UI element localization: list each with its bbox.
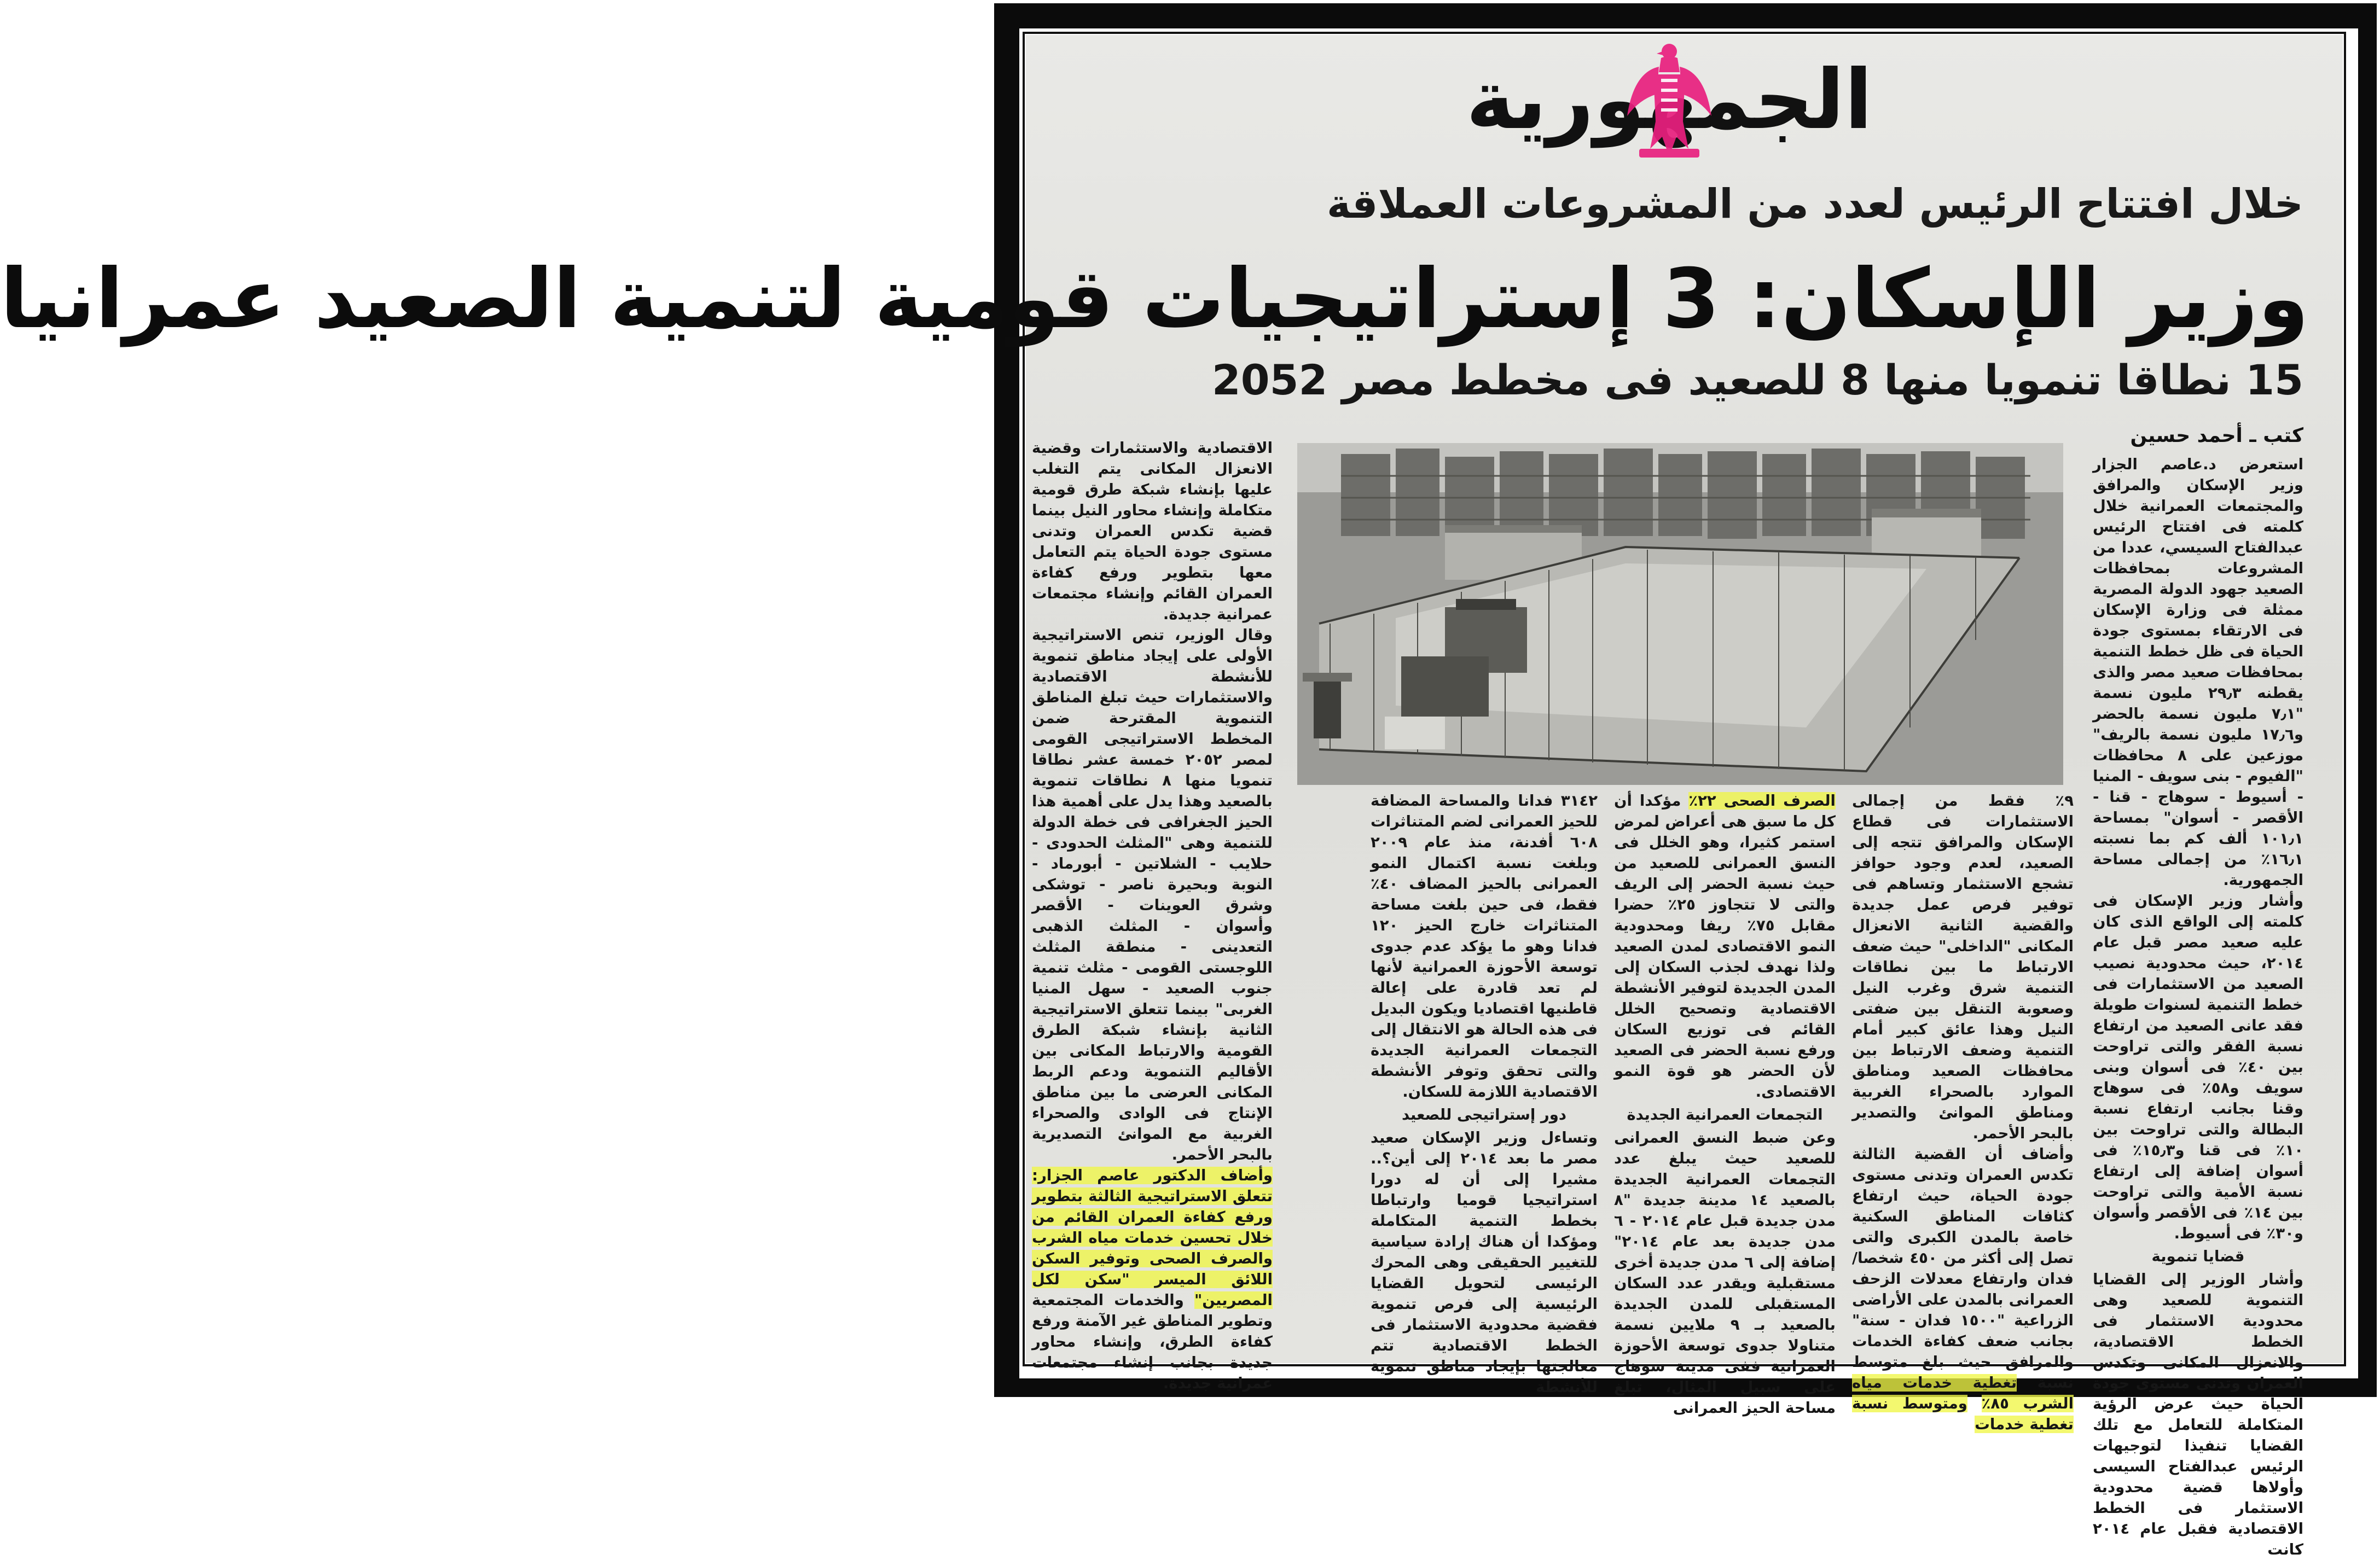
eagle-emblem-icon xyxy=(1623,39,1716,165)
highlighted-text-coverage: ومتوسط نسبة تغطية خدمات xyxy=(1852,1395,2074,1433)
article-headline: وزير الإسكان: 3 إستراتيجيات قومية لتنمية الصعيد عمرانيا xyxy=(0,252,2309,347)
column-1-paragraph-2: وأشار وزير الإسكان فى كلمته إلى الواقع الذى كان عليه صعيد مصر قبل عام ٢٠١٤، حيث محدودية نصيب الصعيد من الاستثمارات فى خطط التنمية لسنوات طويلة فقد عانى الصعيد من ارتفاع نسبة الفقر والتى تراوحت بين ٤٠٪ فى أسوان وبنى سويف و٥٨٪ فى سوهاج وقنا بجانب ارتفاع نسبة البطالة والتى تراوحت بين ١٠٪ فى قنا و١٥٫٣٪ فى أسوان إضافة إلى ارتفاع نسبة الأمية والتى تراوحت بين ١٤٪ فى الأقصر وأسوان و٣٠٪ فى أسيوط. xyxy=(2093,892,2304,1242)
column-4-paragraph-1: ٣١٤٢ فدانا والمساحة المضافة للحيز العمرانى لضم المتناثرات ٦٠٨ أفدنة، منذ عام ٢٠٠٩ وبلغت نسبة اكتمال النمو العمرانى بالحيز المضاف ٤٠٪ فقط، فى حين بلغت مساحة المتناثرات خارج الحيز ١٢٠ فدانا وهو ما يؤكد عدم جدوى توسعة الأحوزة العمرانية لأنها لم تعد قادرة على إعالة قاطنيها اقتصاديا ويكون البديل فى هذه الحالة هو الانتقال إلى التجمعات العمرانية الجديدة والتى تحقق وتوفر الأنشطة الاقتصادية اللازمة للسكان. xyxy=(1371,792,1598,1101)
column-5-text: والخدمات المجتمعية وتطوير المناطق غير الآمنة ورفع كفاءة الطرق، وإنشاء محاور جديدة بجانب إنشاء مجتمعات عمرانية جديدة. xyxy=(1032,1291,1273,1392)
column-3-paragraph-1 xyxy=(1614,790,1836,1102)
article-column-2 xyxy=(1852,790,2074,1433)
column-5-paragraph-2: وقال الوزير، تنص الاستراتيجية الأولى على إيجاد مناطق تنموية للأنشطة الاقتصادية والاستثمارات حيث تبلغ المناطق التنموية المقترحة ضمن المخطط الاستراتيجى القومى لمصر ٢٠٥٢ خمسة عشر نطاقا تنمويا منها ٨ نطاقات تنموية بالصعيد وهذا يدل على أهمية هذا الحيز الجغرافى فى خطة الدولة للتنمية وهى "المثلث الحدودى - حلايب - الشلاتين - أبورماد - النوبة وبحيرة ناصر - توشكى وشرق العوينات - الأقصر وأسوان - المثلث الذهبى التعدينى - منطقة المثلث اللوجستى القومى - مثلث تنمية جنوب الصعيد - سهل المنيا الغربى" بينما تتعلق الاستراتيجية الثانية بإنشاء شبكة الطرق القومية والارتباط المكانى بين الأقاليم التنموية ودعم الربط المكانى العرضى ما بين مناطق الإنتاج فى الوادى والصحراء الغربية مع الموانئ التصديرية بالبحر الأحمر. xyxy=(1032,626,1273,1163)
column-3-text: مؤكدا أن كل ما سبق هى أعراض لمرض استمر كثيرا، وهو الخلل فى النسق العمرانى للصعيد من حيث نسبة الحضر إلى الريف والتى لا تتجاوز ٢٥٪ حضرا مقابل ٧٥٪ ريفا ومحدودية النمو الاقتصادى لمدن الصعيد ولذا نهدف لجذب السكان إلى المدن الجديدة لتوفير الأنشطة الاقتصادية وتصحيح الخلل القائم فى توزيع السكان ورفع نسبة الحضر فى الصعيد لأن الحضر هو قوة النمو الاقتصادى. xyxy=(1614,792,1836,1101)
article-byline: كتب ـ أحمد حسين xyxy=(2130,424,2303,447)
column-2-paragraph-2 xyxy=(1852,1144,2074,1435)
article-kicker: خلال افتتاح الرئيس لعدد من المشروعات العملاقة xyxy=(1327,181,2303,228)
article-column-3 xyxy=(1614,790,1836,1417)
masthead xyxy=(1516,43,1822,158)
article-column-4 xyxy=(1371,790,1598,1396)
section-heading-strategic-role: دور إستراتيجى للصعيد xyxy=(1402,1106,1566,1124)
column-5-paragraph-3 xyxy=(1032,1165,1273,1394)
column-3-paragraph-2: وعن ضبط النسق العمرانى للصعيد حيث يبلغ عدد التجمعات العمرانية الجديدة بالصعيد ١٤ مدينة جديدة "٨ مدن جديدة قبل عام ٢٠١٤ - ٦ مدن جديدة بعد عام ٢٠١٤" إضافة إلى ٦ مدن جديدة أخرى مستقبلية ويقدر عدد السكان المستقبلى للمدن الجديدة بالصعيد بـ ٩ ملايين نسمة متناولا جدوى توسعة الأحوزة العمرانية ففى مدينة سوهاج على سبيل المثال، تبلغ مساحة الحيز العمرانى xyxy=(1614,1129,1836,1417)
highlighted-text-third-strategy: وأضاف الدكتور عاصم الجزار: تتعلق الاستراتيجية الثالثة بتطوير ورفع كفاءة العمران القائم من خلال تحسين خدمات مياه الشرب والصرف الصحى وتوفير السكن اللائق الميسر "سكن لكل المصريين" xyxy=(1032,1167,1273,1309)
column-2-paragraph-1: ٩٪ فقط من إجمالى الاستثمارات فى قطاع الإسكان والمرافق تتجه إلى الصعيد، لعدم وجود حوافز تشجع الاستثمار وتساهم فى توفير فرص عمل جديدة والقضية الثانية الانعزال المكانى "الداخلى" حيث ضعف الارتباط ما بين نطاقات التنمية شرق وغرب النيل وصعوبة التنقل بين ضفتى النيل وهذا عائق كبير أمام التنمية وضعف الارتباط بين محافظات الصعيد ومناطق الموارد بالصحراء الغربية ومناطق الموانئ والتصدير بالبحر الأحمر. xyxy=(1852,792,2074,1142)
highlighted-text-water: تغطية خدمات مياه الشرب ٨٥٪ xyxy=(1852,1374,2074,1412)
column-2-text: وأضاف أن القضية الثالثة تكدس العمران وتدنى مستوى جودة الحياة، حيث ارتفاع كثافات المناطق السكنية خاصة بالمدن الكبرى والتى تصل إلى أكثر من ٤٥٠ شخصا/فدان وارتفاع معدلات الزحف العمرانى بالمدن على الأراضى الزراعية "١٥٠٠ فدان - سنة" بجانب ضعف كفاءة الخدمات والمرافق حيث بلغ متوسط نسبة xyxy=(1852,1145,2074,1392)
column-5-paragraph-1: الاقتصادية والاستثمارات وقضية الانعزال المكانى يتم التغلب عليها بإنشاء شبكة طرق قومية متكاملة وإنشاء محاور النيل بينما قضية تكدس العمران وتدنى مستوى جودة الحياة يتم التعامل معها بتطوير ورفع كفاءة العمران القائم وإنشاء مجتمعات عمرانية جديدة. xyxy=(1032,439,1273,623)
article-subheadline: 15 نطاقا تنمويا منها 8 للصعيد فى مخطط مصر 2052 xyxy=(1211,356,2303,404)
section-heading-new-communities: التجمعات العمرانية الجديدة xyxy=(1627,1106,1823,1124)
column-1-paragraph-3: وأشار الوزير إلى القضايا التنموية للصعيد وهى محدودية الاستثمار فى الخطط الاقتصادية، والانعزال المكانى وتكدس العمران وتدنى مستوى جودة الحياة حيث عرض الرؤية المتكاملة للتعامل مع تلك القضايا تنفيذا لتوجيهات الرئيس عبدالفتاح السيسى وأولاها قضية محدودية الاستثمار فى الخطط الاقتصادية فقبل عام ٢٠١٤ كانت xyxy=(2093,1271,2303,1558)
highlighted-text-sewage: الصرف الصحى ٢٢٪ xyxy=(1688,792,1836,810)
construction-site-image xyxy=(1297,443,2063,785)
article-photo xyxy=(1297,443,2063,785)
article-column-5 xyxy=(1032,438,1273,1392)
section-heading-development-issues: قضايا تنموية xyxy=(2151,1248,2245,1265)
column-1-paragraph-1: استعرض د.عاصم الجزار وزير الإسكان والمرافق والمجتمعات العمرانية خلال كلمته فى افتتاح الرئيس عبدالفتاح السيسي، عددا من المشروعات بمحافظات الصعيد جهود الدولة المصرية ممثلة فى وزارة الإسكان فى الارتقاء بمستوى جودة الحياة فى ظل خطط التنمية بمحافظات صعيد مصر والذى يقطنه ٢٩٫٣ مليون نسمة "٧٫١ مليون نسمة بالحضر و١٧٫٦ مليون نسمة بالريف" موزعين على ٨ محافظات "الفيوم - بنى سويف - المنيا - أسيوط - سوهاج - قنا - الأقصر - أسوان" بمساحة ١٠١٫١ ألف كم بما نسبته ١٦٫١٪ من إجمالى مساحة الجمهورية. xyxy=(2093,456,2303,889)
article-column-1 xyxy=(2093,454,2304,1558)
column-4-paragraph-2: وتساءل وزير الإسكان صعيد مصر ما بعد ٢٠١٤ إلى أين؟.. مشيرا إلى أن له دورا استراتيجيا قوميا وارتباطا بخطط التنمية المتكاملة ومؤكدا أن هناك إرادة سياسية للتغيير الحقيقى وهى المحرك الرئيسى لتحويل القضايا الرئيسية إلى فرص تنموية فقضية محدودية الاستثمار فى الخطط الاقتصادية تتم معالجتها بإيجاد مناطق تنموية للأنشطة xyxy=(1371,1129,1598,1396)
